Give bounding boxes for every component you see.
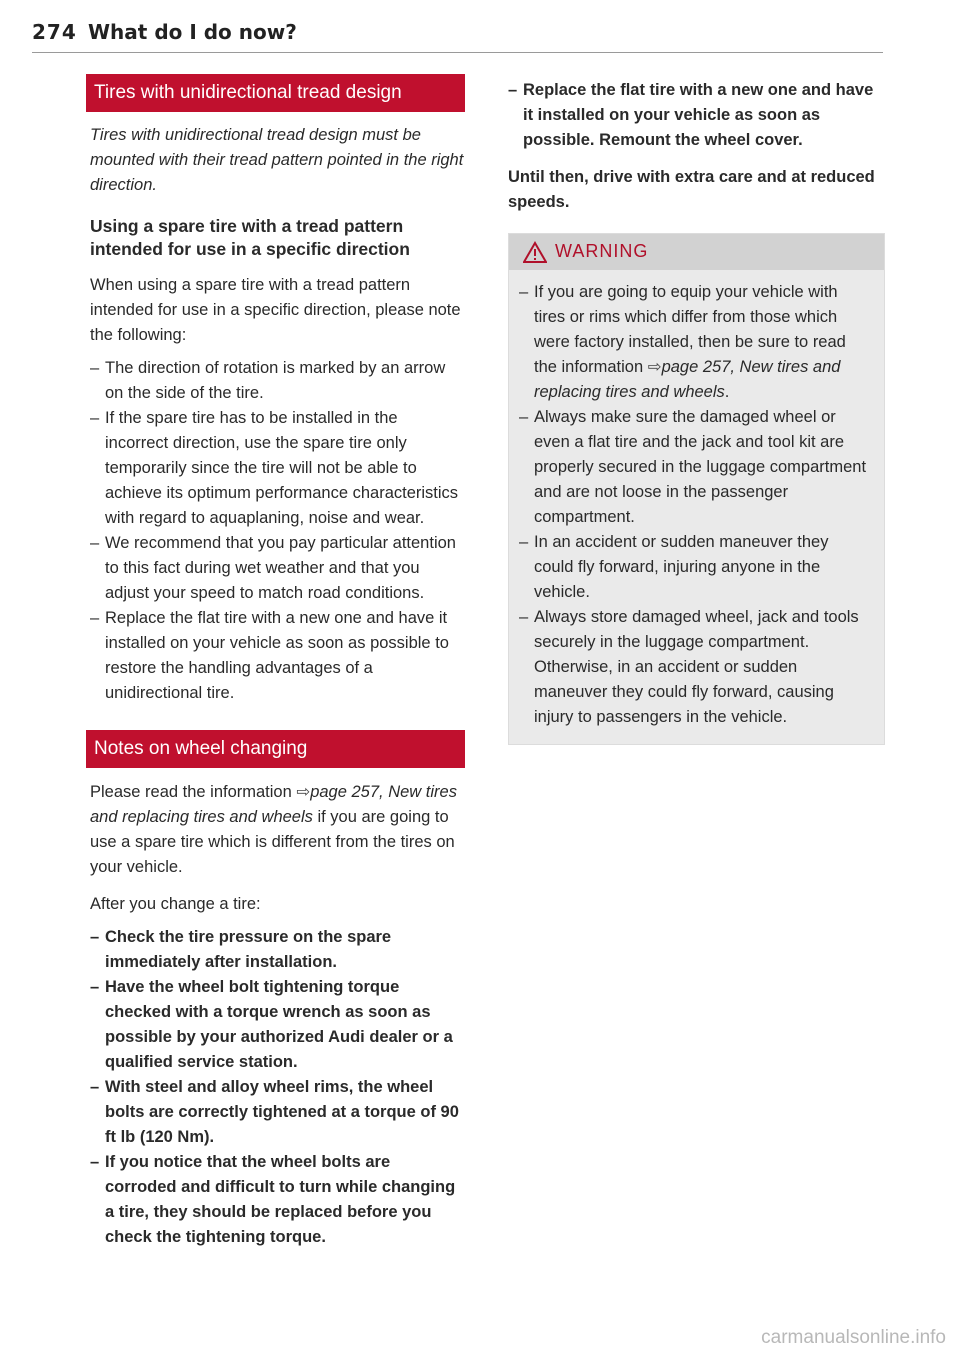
section-heading-unidirectional: Tires with unidirectional tread design [86, 74, 465, 112]
list-item: – Always store damaged wheel, jack and tools securely in the luggage compartment. Otherwise, in an accident or sudden maneuver they could fly forward, causing injury to passengers in the vehicle. [519, 605, 870, 730]
list-item: – Replace the flat tire with a new one and have it installed on your vehicle as soon as possible. Remount the wheel cover. [508, 78, 883, 153]
warning-header [509, 234, 884, 270]
intro-text-pre: Please read the information [90, 783, 297, 801]
wheel-changing-intro [90, 780, 465, 880]
subheading-spare-tire: Using a spare tire with a tread pattern intended for use in a specific direction [90, 216, 410, 259]
warning-text-pre: If you are going to equip your vehicle with tires or rims which differ from those which were factory installed, then be sure to read the information [534, 283, 846, 376]
warning-box [508, 233, 885, 745]
intro-text-post: if you are going to use a spare tire which is different from the tires on your vehicle. [90, 808, 455, 876]
page-header [32, 20, 883, 53]
section-lead: Tires with unidirectional tread design must be mounted with their tread pattern pointed in the right direction. [90, 126, 464, 194]
watermark: carmanualsonline.info [761, 1327, 946, 1348]
list-item: – Have the wheel bolt tightening torque checked with a torque wrench as soon as possible by your authorized Audi dealer or a qualified service station. [90, 975, 465, 1075]
warning-text-post: . [724, 383, 730, 401]
until-then-note: Until then, drive with extra care and at reduced speeds. [508, 168, 875, 211]
page-reference-link[interactable]: page 257, New tires and replacing tires and wheels [90, 783, 457, 826]
list-item: – The direction of rotation is marked by an arrow on the side of the tire. [90, 356, 465, 406]
xref-arrow-icon: ⇨ [296, 783, 311, 801]
continued-list [508, 78, 883, 153]
list-item: – Always make sure the damaged wheel or even a flat tire and the jack and tool kit are properly secured in the luggage compartment and are not loose in the passenger compartment. [519, 405, 870, 530]
list-item [519, 280, 870, 405]
page-reference-link[interactable]: page 257, New tires and replacing tires and wheels [534, 358, 841, 401]
list-item: – If you notice that the wheel bolts are corroded and difficult to turn while changing a tire, they should be replaced before you check the tightening torque. [90, 1150, 465, 1250]
list-item: – In an accident or sudden maneuver they could fly forward, injuring anyone in the vehicle. [519, 530, 870, 605]
left-column [90, 74, 465, 1250]
spare-tire-list [90, 356, 465, 706]
after-change-list [90, 925, 465, 1250]
running-title: What do I do now? [88, 20, 297, 44]
section-heading-wheel-changing: Notes on wheel changing [86, 730, 465, 768]
warning-triangle-icon [523, 241, 547, 263]
warning-body [509, 270, 884, 744]
list-item: – With steel and alloy wheel rims, the wheel bolts are correctly tightened at a torque of 90 ft lb (120 Nm). [90, 1075, 465, 1150]
right-column [508, 74, 883, 745]
xref-arrow-icon: ⇨ [647, 358, 662, 376]
warning-title: WARNING [555, 241, 649, 261]
after-change-label: After you change a tire: [90, 895, 261, 913]
list-item: – If the spare tire has to be installed in the incorrect direction, use the spare tire only temporarily since the tire will not be able to achieve its optimum performance characteristics with regard to aquaplaning, noise and wear. [90, 406, 465, 531]
page-number: 274 [32, 20, 77, 44]
list-item: – Replace the flat tire with a new one and have it installed on your vehicle as soon as possible to restore the handling advantages of a unidirectional tire. [90, 606, 465, 706]
list-item: – We recommend that you pay particular attention to this fact during wet weather and that you adjust your speed to match road conditions. [90, 531, 465, 606]
spare-tire-intro: When using a spare tire with a tread pattern intended for use in a specific direction, please note the following: [90, 276, 461, 344]
warning-list [519, 280, 870, 730]
list-item: – Check the tire pressure on the spare immediately after installation. [90, 925, 465, 975]
